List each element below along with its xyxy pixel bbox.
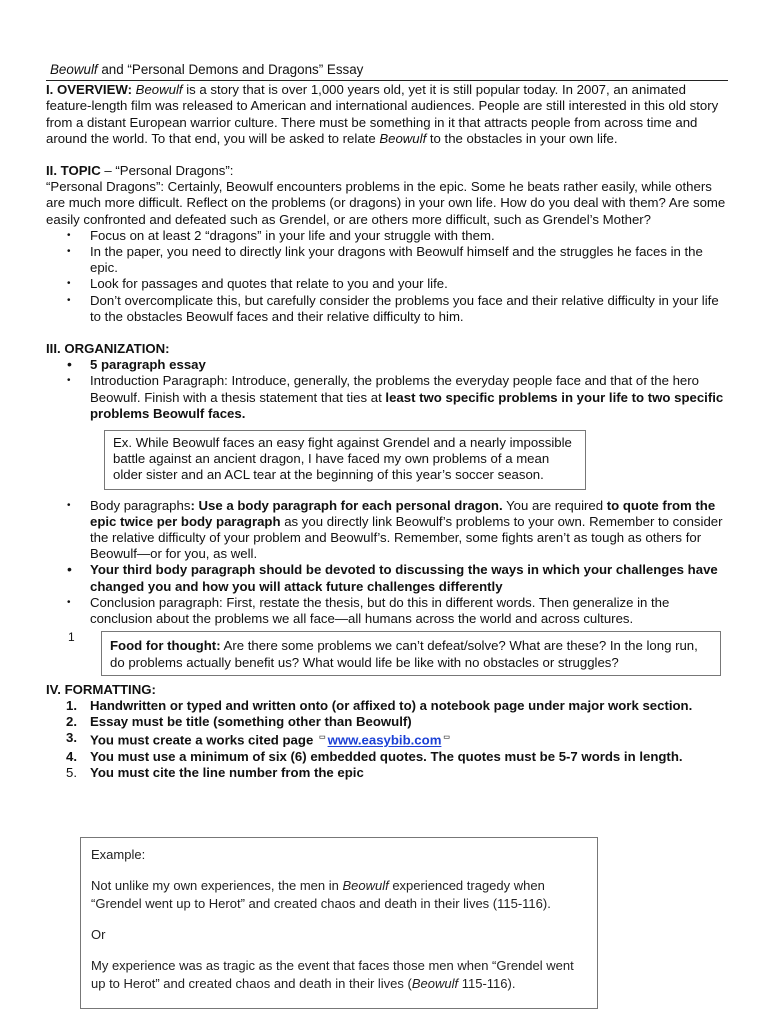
list-item: • Focus on at least 2 “dragons” in your life and your struggle with them. <box>67 228 728 244</box>
topic-section: II. TOPIC – “Personal Dragons”: “Personal Dragons”: Certainly, Beowulf encounters problems in the epic. Some he beats rather easily, while others are much more difficult. Reflect on the problems (or dragons) in your own life. How do you deal with them? Are some easily confronted and defeated such as Grendel, or are others more difficult, such as Grendel’s Mother? • Focus on at least 2 “dragons” in your life and your struggle with them. • In the paper, you need to directly link your dragons with Beowulf himself and the struggles he faces in the epic. • Look for passages and quotes that relate to you and your life. • Don’t overcomplicate this, but carefully consider the problems you face and their relative difficulty in your life to the obstacles Beowulf faces and their relative difficulty to him. <box>46 163 728 325</box>
list-item: • In the paper, you need to directly link your dragons with Beowulf himself and the struggles he faces in the epic. <box>67 244 728 276</box>
organization-list <box>46 357 728 422</box>
footnote-number: 1 <box>68 630 75 645</box>
assignment-page <box>46 62 728 781</box>
organization-list-continued <box>46 498 728 628</box>
thesis-example-box: Ex. While Beowulf faces an easy fight against Grendel and a nearly impossible battle against an ancient dragon, I have faced my own problems of a mean older sister and an ACL tear at the beginning of this year’s soccer season. <box>104 430 586 490</box>
reference-mark-icon: ▭ <box>318 734 326 742</box>
example-paragraph-2: My experience was as tragic as the event that faces those men when “Grendel went up to Herot” and created chaos and death in their lives (Beowulf 115-116). <box>91 958 574 991</box>
list-item: • Body paragraphs: Use a body paragraph for each personal dragon. You are required to quote from the epic twice per body paragraph as you directly link Beowulf’s problems to your own. Remember to consider the relative difficulty of your problem and Beowulf’s. Remember, some fights aren’t as tough as others for Beowulf—or for you, as well. <box>67 498 728 563</box>
topic-bullets <box>46 228 728 325</box>
formatting-list <box>46 698 728 781</box>
document-title: Beowulf and “Personal Demons and Dragons” Essay <box>50 62 364 77</box>
topic-intro: “Personal Dragons”: Certainly, Beowulf encounters problems in the epic. Some he beats rather easily, while others are much more difficult. Reflect on the problems (or dragons) in your own life. How do you deal with them? Are some easily confronted and defeated such as Grendel, or are others more difficult, such as Grendel’s Mother? <box>46 179 726 227</box>
title-rule <box>46 80 728 81</box>
example-label: Example: <box>91 847 146 862</box>
list-item: • Introduction Paragraph: Introduce, generally, the problems the everyday people face and that of the hero Beowulf. Finish with a thesis statement that ties at least two specific problems in your life to two specific problems Beowulf faces. <box>67 373 728 422</box>
topic-heading: II. TOPIC <box>46 163 101 179</box>
overview-heading: I. OVERVIEW: <box>46 82 132 98</box>
list-item: 4. You must use a minimum of six (6) embedded quotes. The quotes must be 5-7 words in length. <box>66 748 683 764</box>
food-for-thought-row <box>46 631 728 675</box>
overview-section: I. OVERVIEW: Beowulf is a story that is over 1,000 years old, yet it is still popular today. In 2007, an animated feature-length film was released to American and international audiences. People are still interested in this old story from a distant European warrior culture. There must be something in it that attracts people from across time and around the world. To that end, you will be asked to relate Beowulf to the obstacles in your own life. <box>46 82 719 146</box>
reference-mark-icon: ▭ <box>443 734 451 742</box>
formatting-heading: IV. FORMATTING: <box>46 681 156 697</box>
list-item: • Conclusion paragraph: First, restate the thesis, but do this in different words. Then generalize in the conclusion about the problems we all face—all humans across the world and across cultures. <box>67 595 728 627</box>
organization-heading: III. ORGANIZATION: <box>46 341 170 357</box>
list-item: • Your third body paragraph should be devoted to discussing the ways in which your challenges have changed you and how you will attack future challenges differently <box>67 562 728 594</box>
example-paragraph-1: Not unlike my own experiences, the men in Beowulf experienced tragedy when “Grendel went up to Herot” and created chaos and death in their lives (115-116). <box>91 878 551 911</box>
list-item: • Don’t overcomplicate this, but carefully consider the problems you face and their relative difficulty in your life to the obstacles Beowulf faces and their relative difficulty to him. <box>67 293 728 325</box>
organization-section <box>46 341 728 676</box>
easybib-link[interactable]: www.easybib.com <box>327 732 442 748</box>
list-item: • 5 paragraph essay <box>67 357 728 373</box>
list-item: 5. You must cite the line number from the epic <box>66 765 364 781</box>
citation-example-box <box>80 837 598 1009</box>
food-for-thought-box: Food for thought: Are there some problems we can’t defeat/solve? What are these? In the long run, do problems actually benefit us? What would life be like with no obstacles or struggles? <box>101 631 721 675</box>
list-item: 3. You must create a works cited page ▭ www.easybib.com ▭ <box>66 730 451 748</box>
list-item: 1. Handwritten or typed and written onto (or affixed to) a notebook page under major work section. <box>66 697 693 713</box>
example-or: Or <box>91 927 106 942</box>
list-item: 2. Essay must be title (something other than Beowulf) <box>66 714 412 730</box>
formatting-section <box>46 682 728 782</box>
list-item: • Look for passages and quotes that relate to you and your life. <box>67 276 728 292</box>
